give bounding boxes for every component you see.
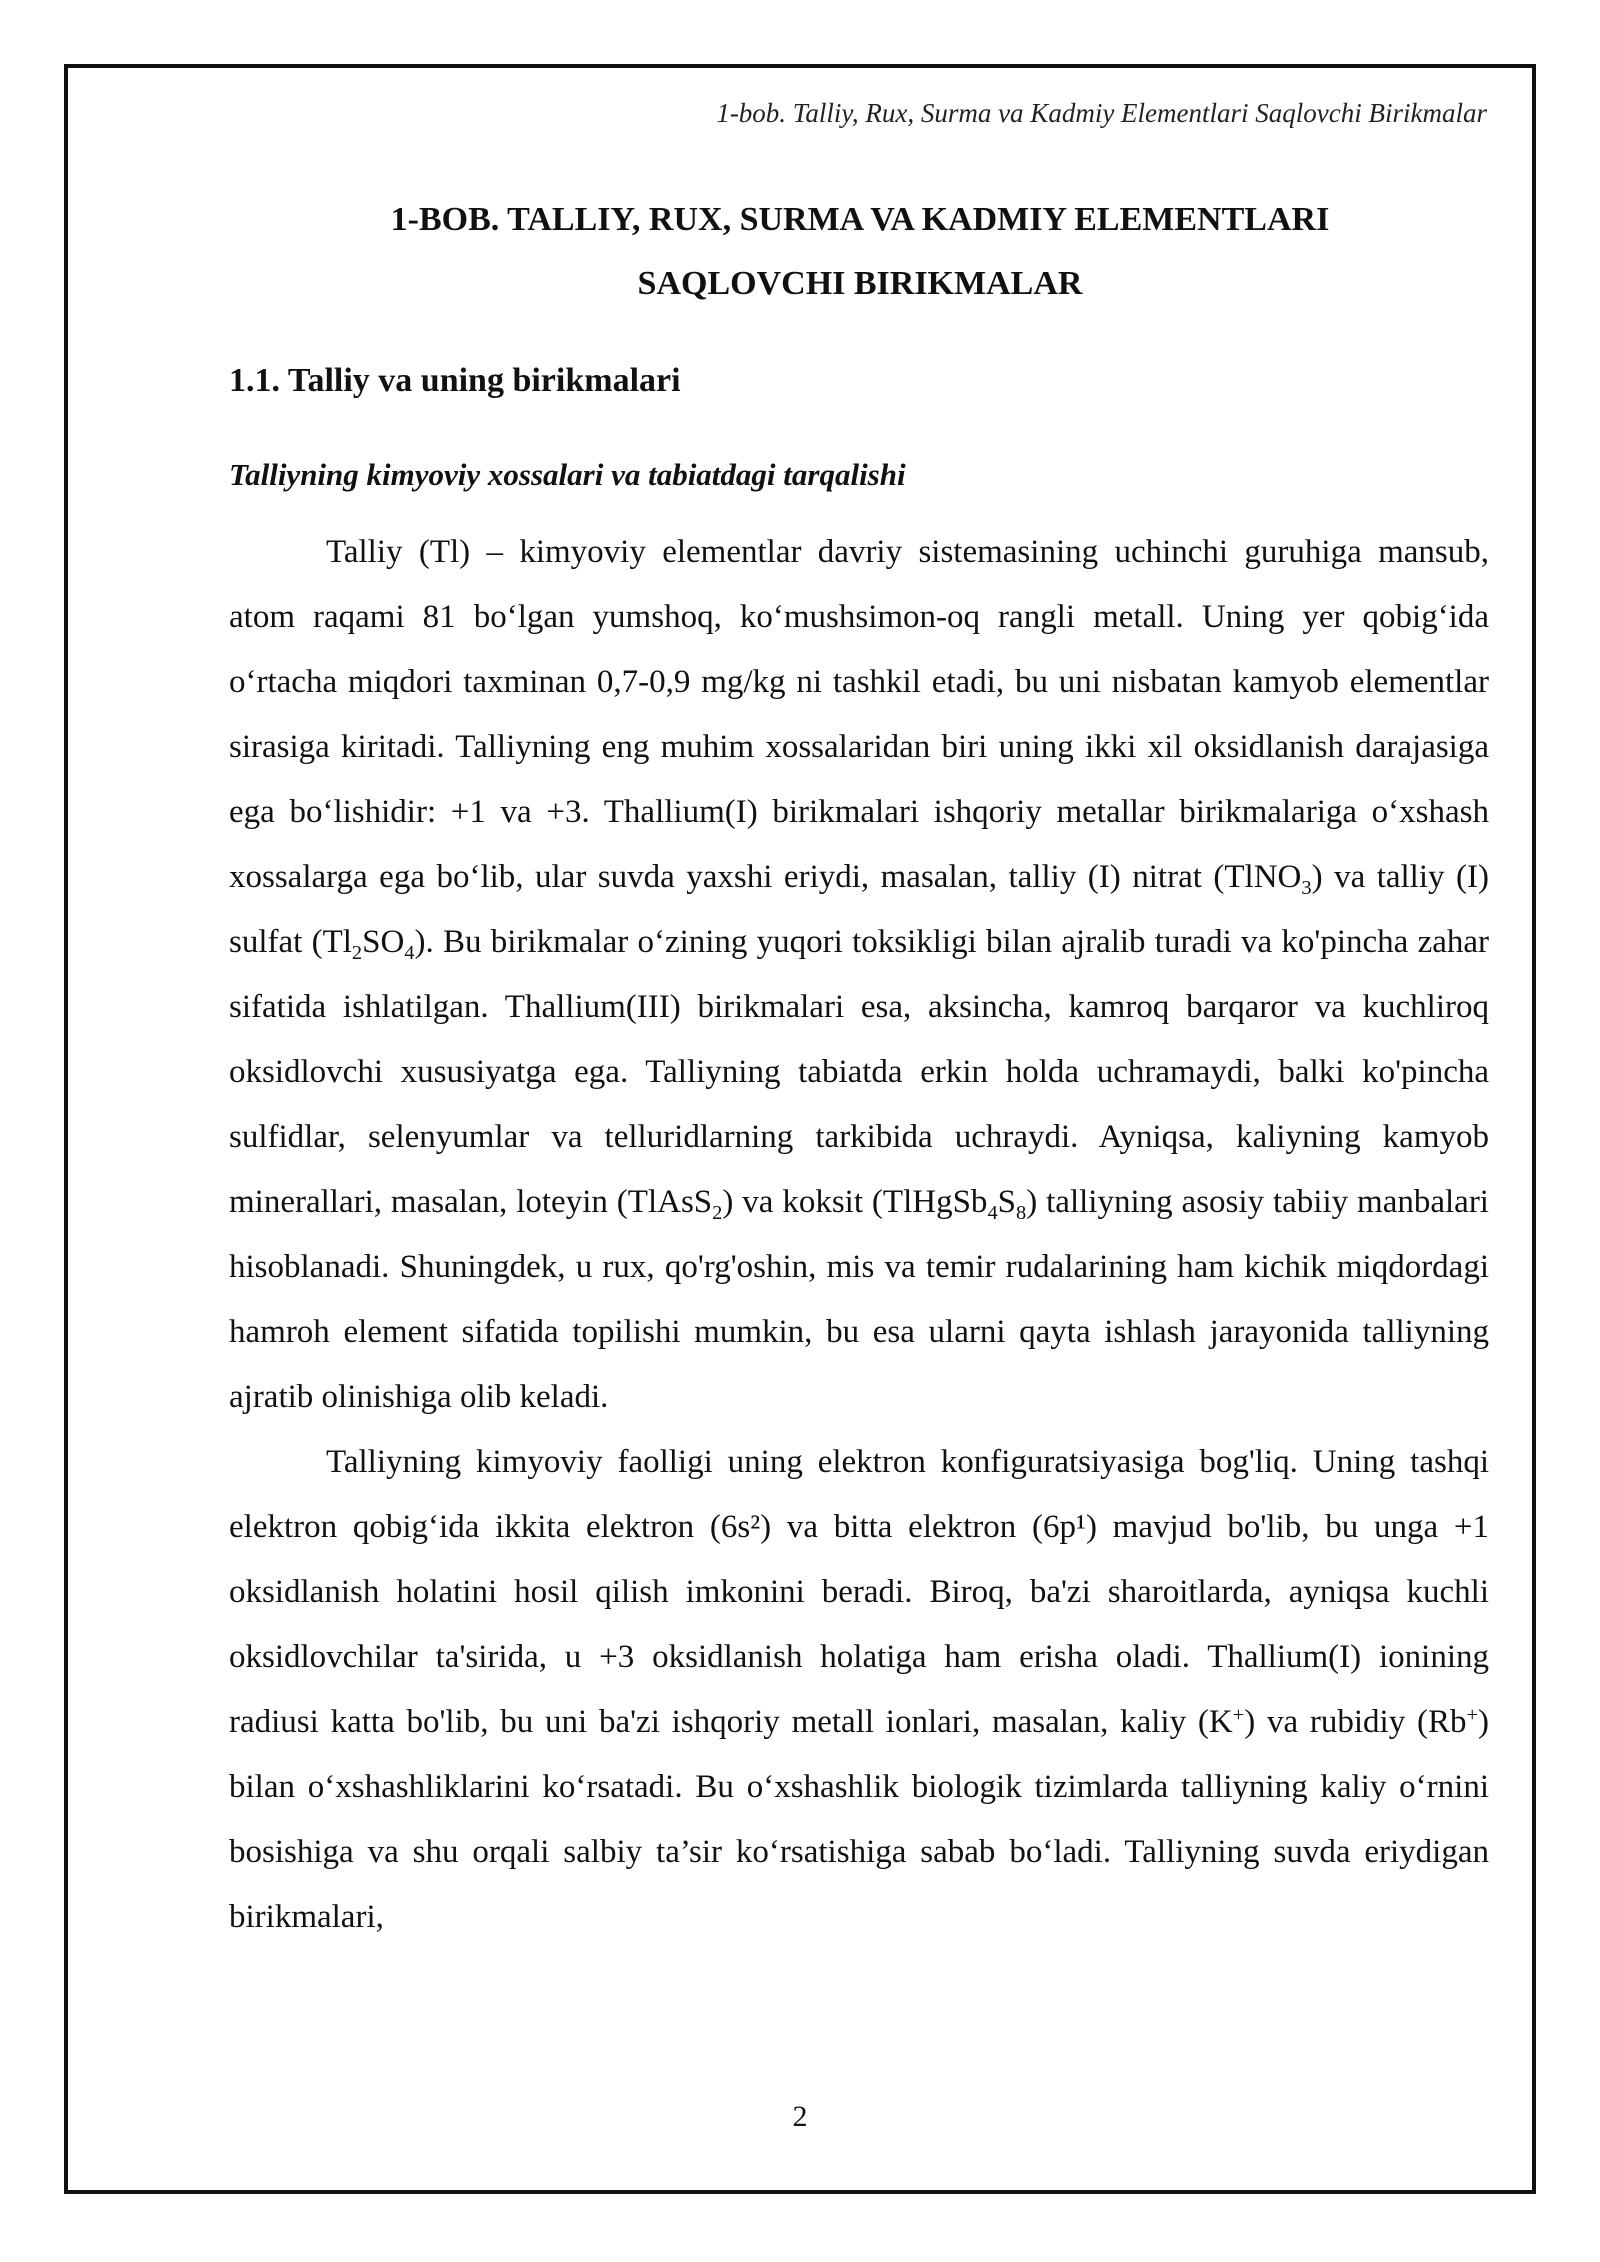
formula-tl2so4-part1: Tl [322,924,352,960]
ion-potassium [1209,1704,1244,1740]
paragraph-2-text-b: ) va rubidiy ( [1244,1704,1428,1740]
formula-tlhgsb4s8 [882,1184,1027,1224]
formula-tlhgsb4s8-part1: TlHgSb [882,1184,988,1220]
ion-rubidium [1428,1704,1478,1740]
section-title: 1.1. Talliy va uning birikmalari [229,362,681,399]
body-text [229,520,1489,1950]
formula-tlno3-sub: 3 [1301,876,1312,899]
formula-tlhgsb4s8-sub2: 8 [1016,1201,1027,1224]
formula-tl2so4-part2: SO [362,924,405,960]
formula-tlno3 [1224,859,1312,899]
formula-tlass2-sub: 2 [712,1201,723,1224]
formula-tl2so4 [322,924,415,964]
paragraph-1-text-b: ) va talliy (I) sulfat ( [229,859,1489,960]
ion-rubidium-charge: + [1466,1703,1478,1726]
formula-tlass2-base: TlAsS [627,1184,713,1220]
paragraph-1-text-d: ) va koksit ( [722,1184,883,1220]
chapter-title-line1: 1-BOB. TALLIY, RUX, SURMA VA KADMIY ELEMENTLARI [390,201,1330,238]
formula-tl2so4-sub2: 4 [404,941,415,964]
paragraph-2 [229,1430,1489,1950]
paragraph-1-text-a: Talliy (Tl) – kimyoviy elementlar davriy sistemasining uchinchi guruhiga mansub, atom raqami 81 bo‘lgan yumshoq, ko‘mushsimon-oq rangli metall. Uning yer qobig‘ida o‘rtacha miqdori taxminan 0,7-0,9 mg/kg ni tashkil etadi, bu uni nisbatan kamyob elementlar sirasiga kiritadi. Talliyning eng muhim xossalaridan biri uning ikki xil oksidlanish darajasiga ega bo‘lishidir: +1 va +3. Thallium(I) birikmalari ishqoriy metallar birikmalariga o‘xshash xossalarga ega bo‘lib, ular suvda yaxshi eriydi, masalan, talliy (I) nitrat ( [229,534,1489,895]
formula-tlno3-base: TlNO [1224,859,1302,895]
subsection-title: Talliyning kimyoviy xossalari va tabiatdagi tarqalishi [229,457,906,492]
running-header: 1-bob. Talliy, Rux, Surma va Kadmiy Elementlari Saqlovchi Birikmalar [716,98,1487,128]
chapter-title-line2: SAQLOVCHI BIRIKMALAR [637,265,1083,302]
page-number: 2 [792,2100,808,2133]
formula-tlass2 [627,1184,723,1224]
ion-potassium-symbol: K [1208,1704,1233,1740]
paragraph-1-text-e: ) talliyning asosiy tabiiy manbalari hisoblanadi. Shuningdek, u rux, qo'rg'oshin, mis va temir rudalarining ham kichik miqdordagi hamroh element sifatida topilishi mumkin, bu esa ularni qayta ishlash jarayonida talliyning ajratib olinishiga olib keladi. [229,1184,1489,1415]
ion-potassium-charge: + [1232,1703,1245,1726]
formula-tl2so4-sub1: 2 [351,941,363,964]
paragraph-1 [229,520,1489,1430]
paragraph-2-text-c: ) bilan o‘xshashliklarini ko‘rsatadi. Bu o‘xshashlik biologik tizimlarda talliyning kaliy o‘rnini bosishiga va shu orqali salbiy ta’sir ko‘rsatishiga sabab bo‘ladi. Talliyning suvda eriydigan birikmalari, [229,1704,1489,1935]
formula-tlhgsb4s8-sub1: 4 [987,1201,998,1224]
formula-tlhgsb4s8-part2: S [997,1184,1017,1220]
ion-rubidium-symbol: Rb [1427,1704,1467,1740]
paragraph-1-text-c: ). Bu birikmalar o‘zining yuqori toksikligi bilan ajralib turadi va ko'pincha zahar sifatida ishlatilgan. Thallium(III) birikmalari esa, aksincha, kamroq barqaror va kuchliroq oksidlovchi xususiyatga ega. Talliyning tabiatda erkin holda uchramaydi, balki ko'pincha sulfidlar, selenyumlar va telluridlarning tarkibida uchraydi. Ayniqsa, kaliyning kamyob minerallari, masalan, loteyin ( [229,924,1489,1220]
paragraph-2-text-a: Talliyning kimyoviy faolligi uning elektron konfiguratsiyasiga bog'liq. Uning tashqi elektron qobig‘ida ikkita elektron (6s²) va bitta elektron (6p¹) mavjud bo'lib, bu unga +1 oksidlanish holatini hosil qilish imkonini beradi. Biroq, ba'zi sharoitlarda, ayniqsa kuchli oksidlovchilar ta'sirida, u +3 oksidlanish holatiga ham erisha oladi. Thallium(I) ionining radiusi katta bo'lib, bu uni ba'zi ishqoriy metall ionlari, masalan, kaliy ( [229,1444,1489,1740]
chapter-title [230,188,1490,316]
